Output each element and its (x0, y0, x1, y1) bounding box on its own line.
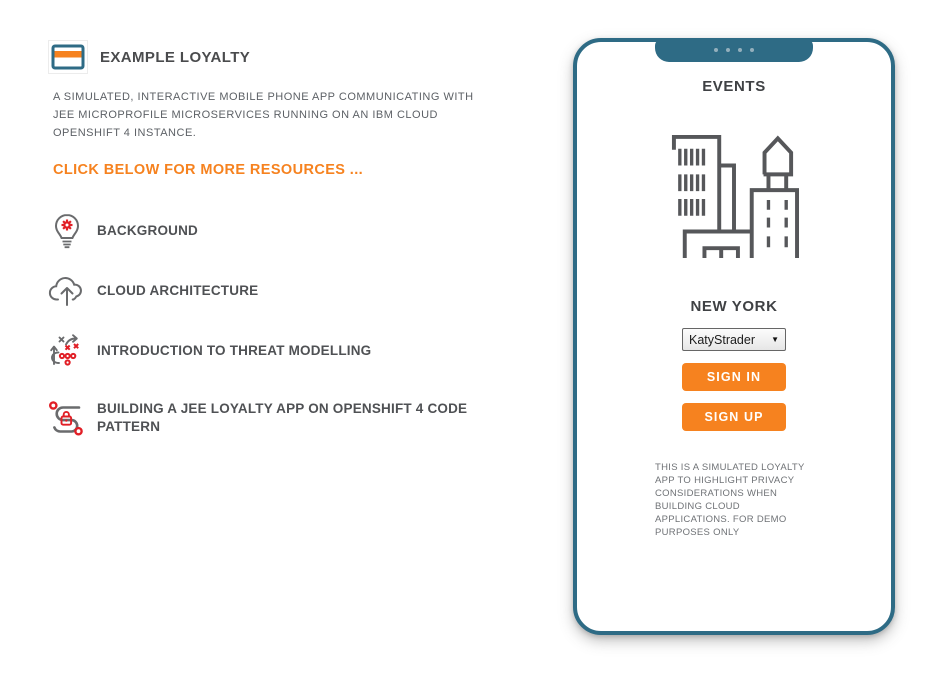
resource-link-threat-modelling[interactable] (48, 332, 371, 370)
city-buildings-illustration (669, 133, 799, 261)
intro-text: A SIMULATED, INTERACTIVE MOBILE PHONE APP COMMUNICATING WITH JEE MICROPROFILE MICROSERVICES RUNNING ON AN IBM CLOUD OPENSHIFT 4 INSTANCE. (53, 91, 474, 139)
speaker-dot (738, 48, 742, 52)
resource-link-cloud-architecture[interactable] (48, 272, 258, 310)
speaker-dot (726, 48, 730, 52)
resources-heading: CLICK BELOW FOR MORE RESOURCES ... (53, 162, 364, 178)
resource-link-background[interactable] (48, 212, 198, 250)
page-title: EXAMPLE LOYALTY (100, 48, 251, 66)
resource-link-code-pattern[interactable] (48, 399, 533, 437)
lightbulb-gear-icon (48, 212, 86, 250)
screen-title: EVENTS (702, 78, 766, 95)
sign-in-button[interactable]: SIGN IN (682, 363, 786, 391)
cloud-upload-icon (48, 272, 86, 310)
secure-path-lock-icon (48, 399, 86, 437)
speaker-dot (750, 48, 754, 52)
app-header (48, 40, 250, 74)
resource-link-label: INTRODUCTION TO THREAT MODELLING (97, 343, 372, 358)
phone-notch (655, 38, 813, 62)
speaker-dot (714, 48, 718, 52)
disclaimer-text: THIS IS A SIMULATED LOYALTY APP TO HIGHLIGHT PRIVACY CONSIDERATIONS WHEN BUILDING CLOUD APPLICATIONS. FOR DEMO PURPOSES ONLY (655, 462, 805, 538)
resource-link-label: BUILDING A JEE LOYALTY APP ON OPENSHIFT 4 CODE PATTERN (97, 401, 468, 434)
phone-frame (573, 38, 895, 635)
strategy-icon (48, 332, 86, 370)
user-select[interactable] (682, 328, 786, 351)
resource-link-label: BACKGROUND (97, 223, 198, 238)
loyalty-card-icon (48, 40, 88, 74)
location-title: NEW YORK (690, 298, 778, 315)
sign-up-button[interactable]: SIGN UP (682, 403, 786, 431)
dropdown-arrow-icon: ▼ (771, 335, 779, 344)
user-select-value: KatyStrader (689, 332, 756, 347)
resource-link-label: CLOUD ARCHITECTURE (97, 283, 259, 298)
